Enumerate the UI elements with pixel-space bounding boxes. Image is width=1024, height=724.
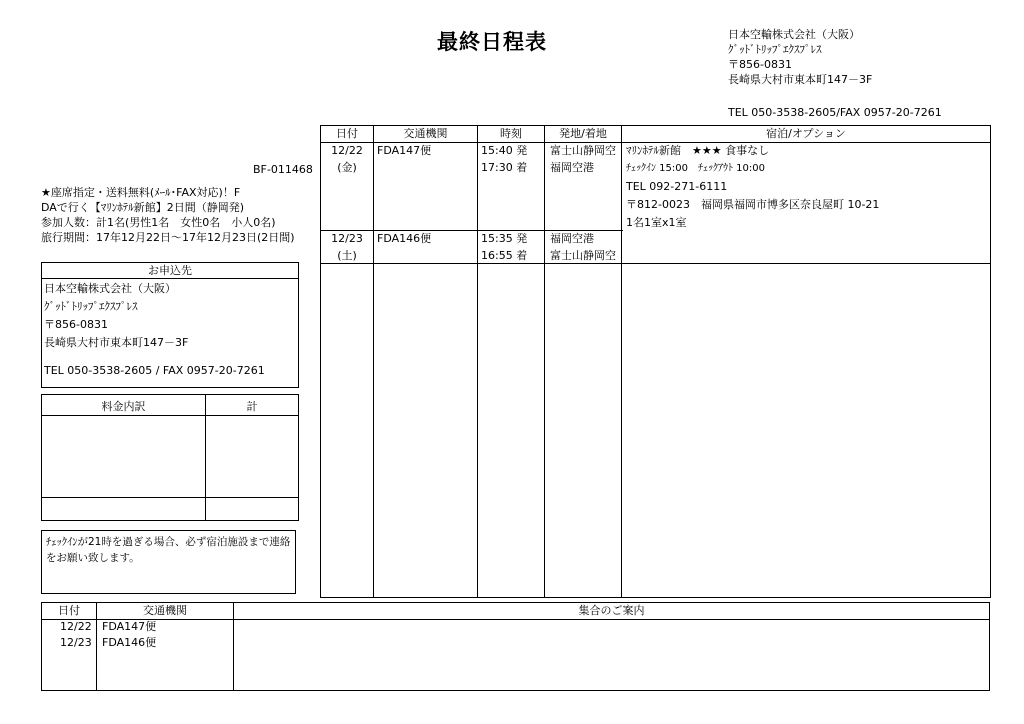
applicant-name: 日本空輸株式会社（大阪） bbox=[44, 282, 176, 295]
meet-header-transport: 交通機関 bbox=[143, 604, 187, 617]
sched-header-transport: 交通機関 bbox=[403, 127, 448, 140]
issuer-name: 日本空輸株式会社（大阪） bbox=[728, 28, 860, 41]
booking-code: BF-011468 bbox=[253, 163, 313, 176]
day1-time-arrive: 17:30 着 bbox=[481, 161, 528, 174]
hotel-tel: TEL 092-271-6111 bbox=[626, 180, 728, 193]
day1-place-depart: 富士山静岡空 bbox=[550, 144, 616, 157]
meet-row-date: 12/22 bbox=[60, 620, 92, 633]
hotel-rooms: 1名1室x1室 bbox=[626, 216, 687, 229]
meet-row-transport: FDA147便 bbox=[102, 620, 157, 633]
day1-transport: FDA147便 bbox=[377, 144, 432, 157]
applicant-address: 長崎県大村市東本町147－3F bbox=[44, 336, 189, 349]
fee-box bbox=[41, 394, 299, 521]
applicant-branch: ｸﾞｯﾄﾞﾄﾘｯﾌﾟｴｸｽﾌﾟﾚｽ bbox=[44, 300, 138, 313]
issuer-branch: ｸﾞｯﾄﾞﾄﾘｯﾌﾟｴｸｽﾌﾟﾚｽ bbox=[728, 43, 822, 56]
day1-weekday: (金) bbox=[337, 161, 357, 174]
sched-header-time: 時刻 bbox=[500, 127, 522, 140]
fee-header-total: 計 bbox=[246, 400, 258, 413]
day2-transport: FDA146便 bbox=[377, 232, 432, 245]
meet-header-date: 日付 bbox=[58, 604, 80, 617]
applicant-box bbox=[41, 262, 299, 388]
meet-row-date: 12/23 bbox=[60, 636, 92, 649]
tour-summary bbox=[41, 185, 295, 245]
issuer-info bbox=[728, 27, 942, 120]
meeting-table bbox=[41, 602, 990, 691]
day2-weekday: (土) bbox=[337, 249, 357, 262]
meet-row-transport: FDA146便 bbox=[102, 636, 157, 649]
fee-header-item: 料金内訳 bbox=[101, 400, 146, 413]
checkin-notice: ﾁｪｯｸｲﾝが21時を過ぎる場合、必ず宿泊施設まで連絡をお願い致します。 bbox=[41, 530, 296, 594]
applicant-contact: TEL 050-3538-2605 / FAX 0957-20-7261 bbox=[44, 364, 265, 377]
day1-date: 12/22 bbox=[331, 144, 363, 157]
issuer-address: 長崎県大村市東本町147－3F bbox=[728, 73, 873, 86]
hotel-name: ﾏﾘﾝﾎﾃﾙ新館 ★★★ 食事なし bbox=[626, 144, 770, 157]
summary-line: ★座席指定・送料無料(ﾒｰﾙ･FAX対応)！F bbox=[41, 186, 241, 199]
sched-header-place: 発地/着地 bbox=[559, 127, 607, 140]
issuer-postal: 〒856-0831 bbox=[728, 58, 792, 71]
summary-line: 旅行期間：17年12月22日～17年12月23日(2日間) bbox=[41, 231, 295, 244]
summary-line: DAで行く【ﾏﾘﾝﾎﾃﾙ新館】2日間（静岡発) bbox=[41, 201, 245, 214]
summary-line: 参加人数：計1名(男性1名 女性0名 小人0名) bbox=[41, 216, 276, 229]
hotel-checkin: ﾁｪｯｸｲﾝ 15:00 ﾁｪｯｸｱｳﾄ 10:00 bbox=[626, 163, 765, 174]
day2-time-depart: 15:35 発 bbox=[481, 232, 528, 245]
hotel-address: 〒812-0023 福岡県福岡市博多区奈良屋町 10-21 bbox=[626, 198, 880, 211]
day2-place-arrive: 富士山静岡空 bbox=[550, 249, 616, 262]
applicant-postal: 〒856-0831 bbox=[44, 318, 108, 331]
issuer-contact: TEL 050-3538-2605/FAX 0957-20-7261 bbox=[728, 106, 942, 119]
sched-header-hotel: 宿泊/オプション bbox=[766, 127, 846, 140]
schedule-table bbox=[320, 125, 991, 598]
day2-date: 12/23 bbox=[331, 232, 363, 245]
page-title: 最終日程表 bbox=[437, 30, 547, 54]
day1-time-depart: 15:40 発 bbox=[481, 144, 528, 157]
day2-place-depart: 福岡空港 bbox=[550, 232, 594, 245]
meet-header-info: 集合のご案内 bbox=[578, 604, 645, 617]
applicant-header: お申込先 bbox=[42, 263, 298, 279]
sched-header-date: 日付 bbox=[336, 127, 358, 140]
day2-time-arrive: 16:55 着 bbox=[481, 249, 528, 262]
day1-place-arrive: 福岡空港 bbox=[550, 161, 594, 174]
